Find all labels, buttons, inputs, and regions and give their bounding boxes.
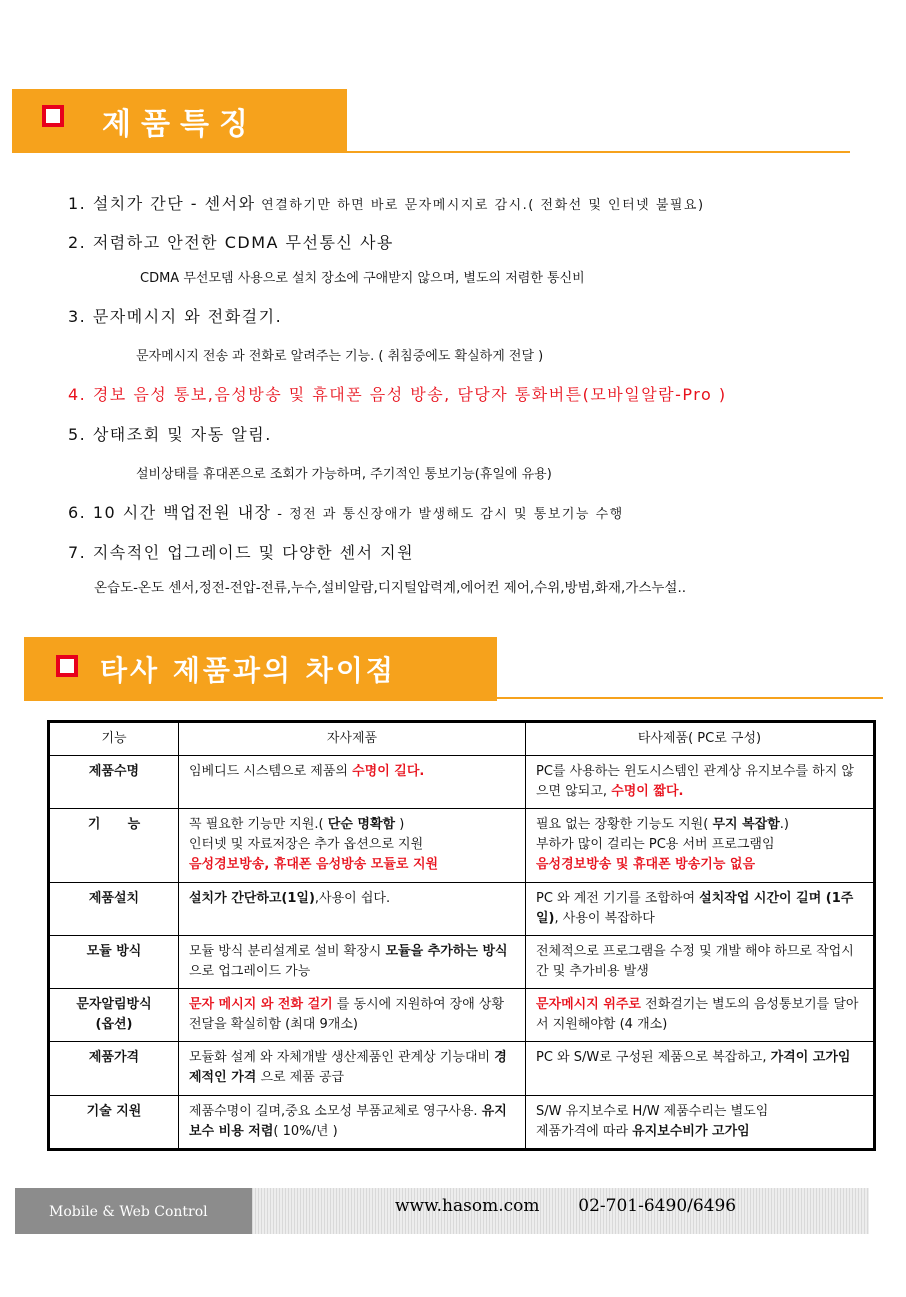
- checkbox-square-icon: [56, 655, 78, 677]
- row-own: 제품수명이 길며,중요 소모성 부품교체로 영구사용. 유지보수 비용 저렴( 10%/년 ): [179, 1096, 526, 1150]
- feature-item-5-detail: 설비상태를 휴대폰으로 조회가 가능하며, 주기적인 통보기능(휴일에 유용): [136, 467, 552, 482]
- table-row: [49, 883, 875, 936]
- row-feature: 제품설치: [49, 883, 179, 936]
- row-feature: 제품수명: [49, 756, 179, 809]
- table-row: [49, 1042, 875, 1096]
- row-feature: 제품가격: [49, 1042, 179, 1096]
- feature-item-6: 6. 10 시간 백업전원 내장 - 정전 과 통신장애가 발생해도 감시 및 통보기능 수행: [68, 503, 624, 522]
- footer-tagline: Mobile & Web Control: [49, 1204, 208, 1220]
- table-row: [49, 989, 875, 1042]
- feature-item-1: 1. 설치가 간단 - 센서와 연결하기만 하면 바로 문자메시지로 감시.( 전화선 및 인터넷 불필요): [68, 194, 705, 213]
- footer-phone: 02-701-6490/6496: [578, 1196, 737, 1216]
- feature-item-7-detail: 온습도-온도 센서,정전-전압-전류,누수,설비알람,디지털압력계,에어컨 제어,수위,방범,화재,가스누설..: [94, 580, 687, 596]
- feature-item-5: 5. 상태조회 및 자동 알림.: [68, 425, 272, 444]
- header-other-product: 타사제품( PC로 구성): [526, 722, 875, 756]
- table-header-row: [49, 722, 875, 756]
- row-own: 모듈화 설계 와 자체개발 생산제품인 관계상 기능대비 경제적인 가격 으로 제품 공급: [179, 1042, 526, 1096]
- header-own-product: 자사제품: [179, 722, 526, 756]
- feature-item-2: 2. 저렴하고 안전한 CDMA 무선통신 사용: [68, 233, 394, 252]
- section-title-features: 제품특징: [102, 107, 258, 142]
- row-own: 문자 메시지 와 전화 걸기 를 동시에 지원하여 장애 상황전달을 확실히함 (최대 9개소): [179, 989, 526, 1042]
- feature-item-2-detail: CDMA 무선모뎀 사용으로 설치 장소에 구애받지 않으며, 별도의 저렴한 통신비: [140, 271, 585, 286]
- checkbox-square-icon: [42, 105, 64, 127]
- row-feature: 문자알림방식 (옵션): [49, 989, 179, 1042]
- header-feature: 기능: [49, 722, 179, 756]
- footer-website: www.hasom.com: [395, 1196, 540, 1216]
- row-own: 설치가 간단하고(1일),사용이 쉽다.: [179, 883, 526, 936]
- row-feature: 모듈 방식: [49, 936, 179, 989]
- row-other: 전체적으로 프로그램을 수정 및 개발 해야 하므로 작업시간 및 추가비용 발생: [526, 936, 875, 989]
- table-row: [49, 756, 875, 809]
- row-own: 모듈 방식 분리설계로 설비 확장시 모듈을 추가하는 방식 으로 업그레이드 가능: [179, 936, 526, 989]
- row-other: S/W 유지보수로 H/W 제품수리는 별도임 제품가격에 따라 유지보수비가 고가임: [526, 1096, 875, 1150]
- footer-tagline-box: [15, 1188, 252, 1234]
- feature-item-3-detail: 문자메시지 전송 과 전화로 알려주는 기능. ( 취침중에도 확실하게 전달 ): [136, 349, 544, 364]
- table-row: [49, 1096, 875, 1150]
- table-row: [49, 809, 875, 883]
- comparison-table: [47, 720, 876, 1151]
- section-rule: [497, 697, 883, 699]
- row-feature: 기 능: [49, 809, 179, 883]
- section-rule: [347, 151, 850, 153]
- row-other: 문자메시지 위주로 전화걸기는 별도의 음성통보기를 달아서 지원해야함 (4 개소): [526, 989, 875, 1042]
- footer-contact: [395, 1196, 736, 1216]
- row-own: 꼭 필요한 기능만 지원.( 단순 명확함 ) 인터넷 및 자료저장은 추가 옵션으로 지원 음성경보방송, 휴대폰 음성방송 모듈로 지원: [179, 809, 526, 883]
- row-other: PC 와 계전 기기를 조합하여 설치작업 시간이 길며 (1주일), 사용이 복잡하다: [526, 883, 875, 936]
- section-title-comparison: 타사 제품과의 차이점: [100, 654, 396, 687]
- feature-item-3: 3. 문자메시지 와 전화걸기.: [68, 307, 283, 326]
- row-other: PC 와 S/W로 구성된 제품으로 복잡하고, 가격이 고가임: [526, 1042, 875, 1096]
- section-banner-comparison: [24, 637, 497, 701]
- row-other: PC를 사용하는 윈도시스템인 관계상 유지보수를 하지 않으면 않되고, 수명이 짧다.: [526, 756, 875, 809]
- row-other: 필요 없는 장황한 기능도 지원( 무지 복잡함.) 부하가 많이 걸리는 PC용 서버 프로그램임 음성경보방송 및 휴대폰 방송기능 없음: [526, 809, 875, 883]
- section-banner-features: [12, 89, 347, 153]
- row-own: 임베디드 시스템으로 제품의 수명이 길다.: [179, 756, 526, 809]
- feature-item-4: 4. 경보 음성 통보,음성방송 및 휴대폰 음성 방송, 담당자 통화버튼(모바일알람-Pro ): [68, 385, 727, 404]
- table-row: [49, 936, 875, 989]
- row-feature: 기술 지원: [49, 1096, 179, 1150]
- feature-item-7: 7. 지속적인 업그레이드 및 다양한 센서 지원: [68, 543, 415, 562]
